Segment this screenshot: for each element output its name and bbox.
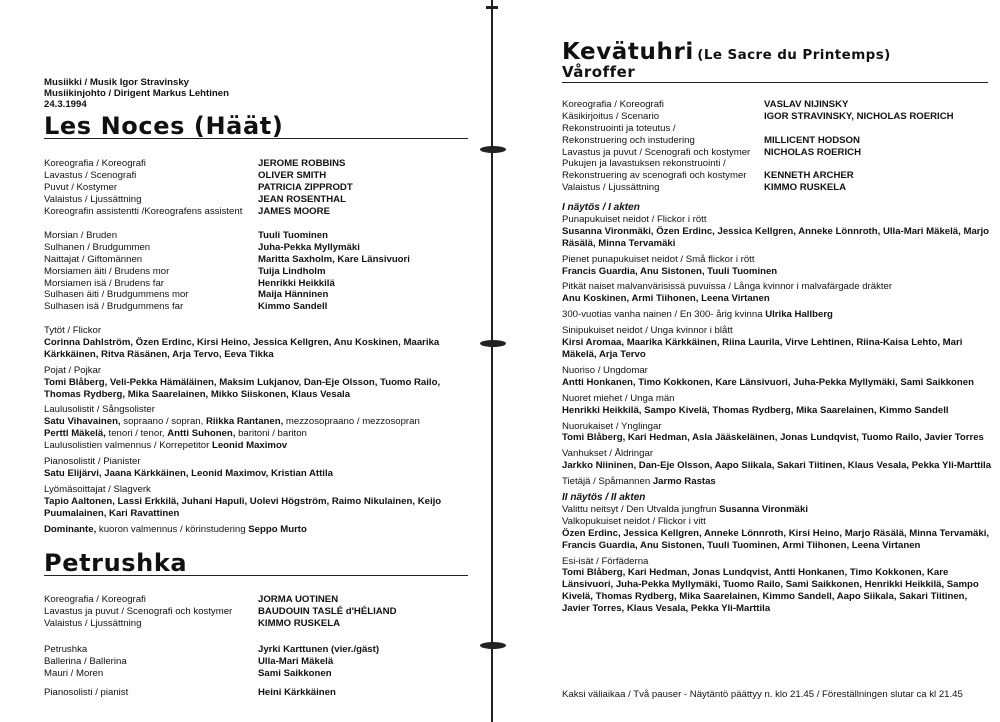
- group-label: Esi-isät / Förfäderna: [562, 555, 649, 567]
- group-label: Punapukuiset neidot / Flickor i rött: [562, 213, 707, 225]
- cast-row: Mauri / Moren Sami Saikkonen: [44, 667, 332, 679]
- intermission-note: Kaksi väliaikaa / Två pauser - Näytäntö päättyy n. klo 21.45 / Föreställningen slutar ca kl 21.45: [562, 689, 963, 700]
- binding-stitch: [480, 340, 506, 347]
- choir-line: Dominante, kuoron valmennus / körinstudering Seppo Murto: [44, 523, 307, 535]
- group-names: Tomi Blåberg, Kari Hedman, Jonas Lundqvist, Antti Honkanen, Timo Kokkonen, Kare Länsivuori, Juha-Pekka Myllymäki, Tuomo Railo, Sami Saikkonen, Henrikki Heikkilä, Sampo Kivelä, Thomas Rydberg, Mika Saarelainen, Kimmo Sandell, Aapo Siikala, Sakari Tiitinen, Javier Torres, Klaus Vesala, Pekka Yli-Marttila: [562, 567, 979, 615]
- group-label: Lyömäsoittajat / Slagverk: [44, 483, 151, 495]
- credit-row: Rekonstruering av scenografi och kostymer KENNETH ARCHER: [562, 170, 854, 182]
- group-label: Pojat / Pojkar: [44, 364, 102, 376]
- group-names: Jarkko Niininen, Dan-Eje Olsson, Aapo Siikala, Sakari Tiitinen, Klaus Vesala, Pekka Yli-Marttila: [562, 460, 992, 472]
- credit-row: Lavastus ja puvut / Scenografi och kostymer NICHOLAS ROERICH: [562, 146, 862, 158]
- sacre-creative-list: [562, 99, 994, 194]
- petrushka-title-rule: [44, 575, 468, 576]
- credit-row: Koreografia / Koreografi JEROME ROBBINS: [44, 158, 346, 169]
- sacre-subtitle: Våroffer: [562, 63, 636, 81]
- cast-row: Petrushka Jyrki Karttunen (vier./gäst): [44, 644, 380, 655]
- petrushka-cast-list: [44, 644, 472, 699]
- credit-row: Rekonstruering och instudering MILLICENT HODSON: [562, 134, 860, 146]
- credit-row: Koreografia / Koreografi JORMA UOTINEN: [44, 594, 339, 605]
- music-credit: Musiikki / Musik Igor Stravinsky: [44, 77, 190, 88]
- sacre-title: [562, 38, 891, 66]
- group-label: Sinipukuiset neidot / Unga kvinnor i blått: [562, 325, 733, 337]
- group-names: Corinna Dahlström, Özen Erdinc, Kirsi Heino, Jessica Kellgren, Anu Koskinen, Maarika Kärkkäinen, Ritva Räsänen, Arja Tervo, Eeva Tikka: [44, 336, 440, 360]
- cast-row: Naittajat / Giftomännen Maritta Saxholm, Kare Länsivuori: [44, 253, 410, 265]
- cast-row: Morsian / Bruden Tuuli Tuominen: [44, 230, 328, 241]
- credit-row: Valaistus / Ljussättning KIMMO RUSKELA: [44, 617, 341, 629]
- group-names: Anu Koskinen, Armi Tiihonen, Leena Virtanen: [562, 293, 770, 305]
- cast-row: Morsiamen isä / Brudens far Henrikki Heikkilä: [44, 277, 335, 289]
- petrushka-title: Petrushka: [44, 549, 188, 577]
- cast-row: Ballerina / Ballerina Ulla-Mari Mäkelä: [44, 655, 334, 667]
- group-label: Pitkät naiset malvanvärisissä puvuissa / Långa kvinnor i malvafärgade dräkter: [562, 281, 893, 293]
- group-label: Vanhukset / Åldringar: [562, 448, 654, 460]
- solist-line: Perttl Mäkelä, tenori / tenor, Antti Suhonen, baritoni / bariton: [44, 428, 307, 440]
- group-label: Nuorukaiset / Ynglingar: [562, 420, 662, 432]
- group-names: Tomi Blåberg, Veli-Pekka Hämäläinen, Maksim Lukjanov, Dan-Eje Olsson, Tuomo Railo, Thomas Rydberg, Mika Saarelainen, Mikko Siiskonen, Klaus Vesala: [44, 376, 441, 400]
- group-names: Susanna Vironmäki, Özen Erdinc, Jessica Kellgren, Anneke Lönnroth, Ulla-Mari Mäkelä, Marjo Räsälä, Minna Tervamäki: [562, 225, 990, 249]
- group-names: Francis Guardia, Anu Sistonen, Tuuli Tuominen: [562, 265, 778, 277]
- cast-row: Pianosolisti / pianist Heini Kärkkäinen: [44, 686, 336, 698]
- noces-ensemble-list: [44, 325, 472, 536]
- group-label: Tytöt / Flickor: [44, 325, 102, 336]
- conductor-credit: Musiikinjohto / Dirigent Markus Lehtinen: [44, 88, 229, 99]
- spine-staple-top: [486, 6, 498, 9]
- credit-row: Koreografin assistentti /Koreografens assistent JAMES MOORE: [44, 205, 330, 217]
- sacre-title-main: Kevätuhri: [562, 39, 694, 65]
- credit-row: Pukujen ja lavastuksen rekonstruointi /: [562, 158, 726, 170]
- cast-row: Morsiamen äiti / Brudens mor Tuija Lindholm: [44, 265, 326, 277]
- sacre-title-original: (Le Sacre du Printemps): [697, 47, 891, 63]
- act-one-heading: I näytös / I akten: [562, 202, 640, 213]
- group-names: Tomi Blåberg, Kari Hedman, Asla Jääskeläinen, Jonas Lundqvist, Tuomo Railo, Javier Torres: [562, 432, 984, 444]
- group-names: Kirsi Aromaa, Maarika Kärkkäinen, Riina Laurila, Virve Lehtinen, Riina-Kaisa Lehto, Mari Mäkelä, Arja Tervo: [562, 337, 963, 360]
- credit-row: Valaistus / Ljussättning KIMMO RUSKELA: [562, 182, 847, 194]
- cast-row: Sulhasen äiti / Brudgummens mor Maija Hänninen: [44, 289, 329, 301]
- group-label: Nuoriso / Ungdomar: [562, 364, 648, 376]
- solist-line: Satu Vihavainen, sopraano / sopran, Riikka Rantanen, mezzosopraano / mezzosopran: [44, 416, 420, 428]
- credit-row: Rekonstruointi ja toteutus /: [562, 122, 676, 134]
- group-label: Pianosolistit / Pianister: [44, 456, 141, 468]
- noces-cast-list: [44, 230, 472, 313]
- binding-stitch: [480, 146, 506, 153]
- petrushka-creative-list: [44, 594, 472, 630]
- act-two-heading: II näytös / II akten: [562, 492, 646, 504]
- cast-row: Sulhasen isä / Brudgummens far Kimmo Sandell: [44, 301, 328, 313]
- group-names: Henrikki Heikkilä, Sampo Kivelä, Thomas Rydberg, Mika Saarelainen, Kimmo Sandell: [562, 404, 949, 416]
- group-label: Pienet punapukuiset neidot / Små flickor i rött: [562, 253, 755, 265]
- old-woman-line: 300-vuotias vanha nainen / En 300- årig kvinna Ulrika Hallberg: [562, 309, 833, 321]
- credit-row: Lavastus / Scenografi OLIVER SMITH: [44, 169, 327, 181]
- group-names: Özen Erdinc, Jessica Kellgren, Anneke Lönnroth, Kirsi Heino, Marjo Räsälä, Minna Tervamäki, Francis Guardia, Anu Sistonen, Tuuli Tuominen, Armi Tiihonen, Leena Virtanen: [562, 527, 990, 551]
- noces-title-rule: [44, 138, 468, 139]
- noces-title: Les Noces (Häät): [44, 112, 284, 140]
- group-label: Valkopukuiset neidot / Flickor i vitt: [562, 515, 706, 527]
- cast-row: Sulhanen / Brudgummen Juha-Pekka Myllymäki: [44, 241, 360, 253]
- performance-date: 24.3.1994: [44, 99, 87, 110]
- credit-row: Valaistus / Ljussättning JEAN ROSENTHAL: [44, 193, 346, 205]
- credit-row: Koreografia / Koreografi VASLAV NIJINSKY: [562, 99, 849, 110]
- sacre-title-rule: [562, 82, 988, 83]
- group-names: Antti Honkanen, Timo Kokkonen, Kare Länsivuori, Juha-Pekka Myllymäki, Sami Saikkonen: [562, 376, 974, 388]
- credit-row: Puvut / Kostymer PATRICIA ZIPPRODT: [44, 181, 353, 193]
- binding-stitch: [480, 642, 506, 649]
- credit-row: Käsikirjoitus / Scenario IGOR STRAVINSKY, NICHOLAS ROERICH: [562, 110, 954, 122]
- booklet-spine: [491, 0, 493, 722]
- credit-row: Lavastus ja puvut / Scenografi och kostymer BAUDOUIN TASLÉ d'HÉLIAND: [44, 605, 397, 617]
- noces-creative-list: [44, 158, 472, 217]
- chosen-one-line: Valittu neitsyt / Den Utvalda jungfrun Susanna Vironmäki: [562, 503, 809, 515]
- sage-line: Tietäjä / Spåmannen Jarmo Rastas: [562, 476, 716, 488]
- group-names: Tapio Aaltonen, Lassi Erkkilä, Juhani Hapuli, Uolevi Högström, Raimo Nikulainen, Keijo Puumalainen, Kari Ravattinen: [44, 495, 442, 519]
- act-one-cast: [562, 202, 994, 615]
- group-label: Nuoret miehet / Unga män: [562, 392, 675, 404]
- group-names: Satu Elijärvi, Jaana Kärkkäinen, Leonid Maximov, Kristian Attila: [44, 467, 333, 479]
- coach-line: Laulusolistien valmennus / Korrepetitor Leonid Maximov: [44, 440, 288, 452]
- group-label: Laulusolistit / Sångsolister: [44, 404, 155, 416]
